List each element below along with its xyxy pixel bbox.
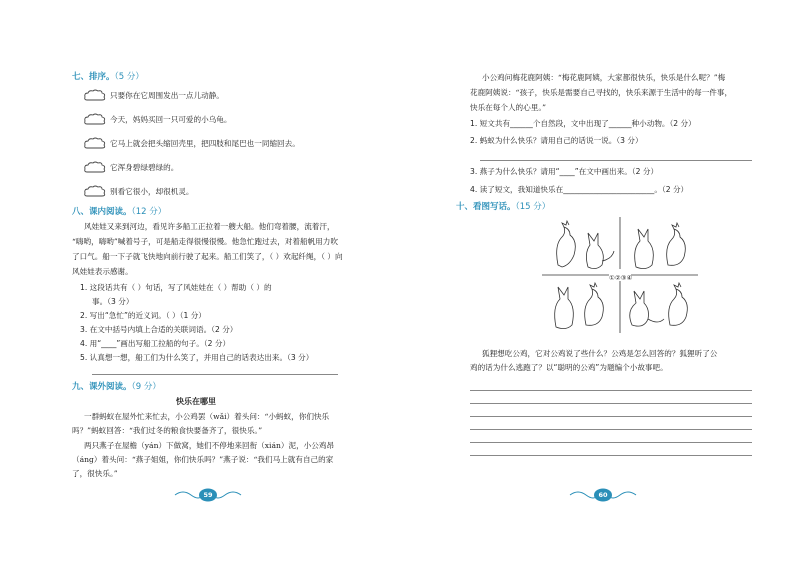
passage-line: 风娃娃表示感谢。 — [72, 267, 133, 276]
section-10-title — [456, 200, 550, 212]
sort-item-2: 今天，妈妈买回一只可爱的小乌龟。 — [110, 115, 232, 124]
passage-line: （áng）着头问：“燕子姐姐，你们快乐吗？”燕子说：“我们马上就有自己的家 — [72, 455, 334, 464]
passage-line: 风娃娃又来到河边，看见许多船工正拉着一艘大船。他们弯着腰，流着汗， — [84, 222, 335, 231]
page-number: 60 — [598, 491, 608, 499]
cloud-blank-icon[interactable] — [84, 113, 106, 127]
sort-item-5: 别看它很小，却很机灵。 — [110, 187, 194, 196]
writing-line[interactable] — [470, 455, 752, 456]
section-9-score: （9 分） — [131, 382, 161, 392]
section-8-score: （12 分） — [131, 207, 167, 217]
question-5: 5. 认真想一想，船工们为什么笑了，并用自己的话表达出来。（3 分） — [80, 353, 314, 362]
answer-line[interactable] — [480, 160, 752, 161]
passage-line: 快乐在每个人的心里。” — [470, 103, 547, 112]
passage-line: 小公鸡问梅花鹿阿姨：“梅花鹿阿姨，大家都很快乐，快乐是什么呢？”梅 — [482, 73, 726, 82]
passage-line: 花鹿阿姨说：“孩子，快乐是需要自己寻找的，快乐来源于生活中的每一件事， — [470, 88, 733, 97]
cloud-blank-icon[interactable] — [84, 185, 106, 199]
section-10-title-text: 十、看图写话。 — [456, 202, 516, 212]
cloud-blank-icon[interactable] — [84, 137, 106, 151]
right-page — [400, 0, 800, 566]
section-9-title — [72, 380, 161, 392]
question-4: 4. 用“____”画出写船工拉船的句子。（2 分） — [80, 339, 231, 348]
sort-item-4: 它浑身碧绿碧绿的。 — [110, 163, 179, 172]
writing-line[interactable] — [470, 429, 752, 430]
right-question-3: 3. 燕子为什么快乐？请用“____”在文中画出来。（2 分） — [470, 167, 659, 176]
answer-line[interactable] — [92, 374, 338, 375]
writing-line[interactable] — [470, 442, 752, 443]
section-9-title-text: 九、课外阅读。 — [72, 382, 132, 392]
writing-line[interactable] — [470, 390, 752, 391]
section-8-title — [72, 205, 166, 217]
sort-item-1: 只要你在它周围发出一点儿动静。 — [110, 91, 224, 100]
section-7-title — [72, 70, 144, 82]
writing-line[interactable] — [470, 403, 752, 404]
question-1-cont: 事。（3 分） — [92, 297, 134, 306]
right-question-1: 1. 短文共有______个自然段，文中出现了______种小动物。（2 分） — [470, 119, 696, 128]
passage-line: 两只燕子在屋檐（yán）下做窝，她们不停地来回衔（xián）泥，小公鸡昂 — [84, 441, 335, 450]
question-2: 2. 写出“急忙”的近义词。（ ）（1 分） — [80, 311, 206, 320]
passage-line: “嗨哟，嗨哟”喊着号子，可是船走得很慢很慢。他急忙跑过去，对着船帆用力吹 — [72, 237, 338, 246]
article-title: 快乐在哪里 — [176, 397, 216, 406]
writing-prompt-line: 狐狸想吃公鸡，它对公鸡说了些什么？公鸡是怎么回答的？狐狸听了公 — [482, 349, 718, 358]
question-3: 3. 在文中括号内填上合适的关联词语。（2 分） — [80, 325, 238, 334]
writing-prompt-line: 鸡的话为什么逃跑了？以“聪明的公鸡”为题编个小故事吧。 — [470, 363, 668, 372]
cloud-blank-icon[interactable] — [84, 89, 106, 103]
section-7-title-text: 七、排序。 — [72, 72, 115, 82]
section-8-title-text: 八、课内阅读。 — [72, 207, 132, 217]
section-10-score: （15 分） — [515, 202, 551, 212]
passage-line: 吗？”蚂蚁回答：“我们过冬的粮食快要备齐了，很快乐。” — [72, 426, 263, 435]
right-question-2: 2. 蚂蚁为什么快乐？请用自己的话说一说。（3 分） — [470, 136, 643, 145]
writing-line[interactable] — [470, 416, 752, 417]
section-7-score: （5 分） — [114, 72, 144, 82]
passage-line: 一群蚂蚁在屋外忙来忙去，小公鸡罢（wǎi）着头问：“小蚂蚁，你们快乐 — [84, 412, 330, 421]
passage-line: 了口气。船一下子就飞快地向前行驶了起来。船工们笑了，（ ）欢起纤绳，（ ）向 — [72, 252, 343, 261]
page-number: 59 — [203, 491, 213, 499]
cloud-blank-icon[interactable] — [84, 161, 106, 175]
question-1: 1. 这段话共有（ ）句话，写了风娃娃在（ ）帮助（ ）的 — [80, 283, 272, 292]
passage-line: 了，很快乐。” — [72, 469, 118, 478]
right-question-4: 4. 读了短文，我知道快乐在________________________。（2 分） — [470, 185, 689, 194]
sort-item-3: 它马上就会把头缩回壳里，把四肢和尾巴也一同缩回去。 — [110, 139, 300, 148]
panel-numbers: ①②③④ — [609, 274, 633, 282]
